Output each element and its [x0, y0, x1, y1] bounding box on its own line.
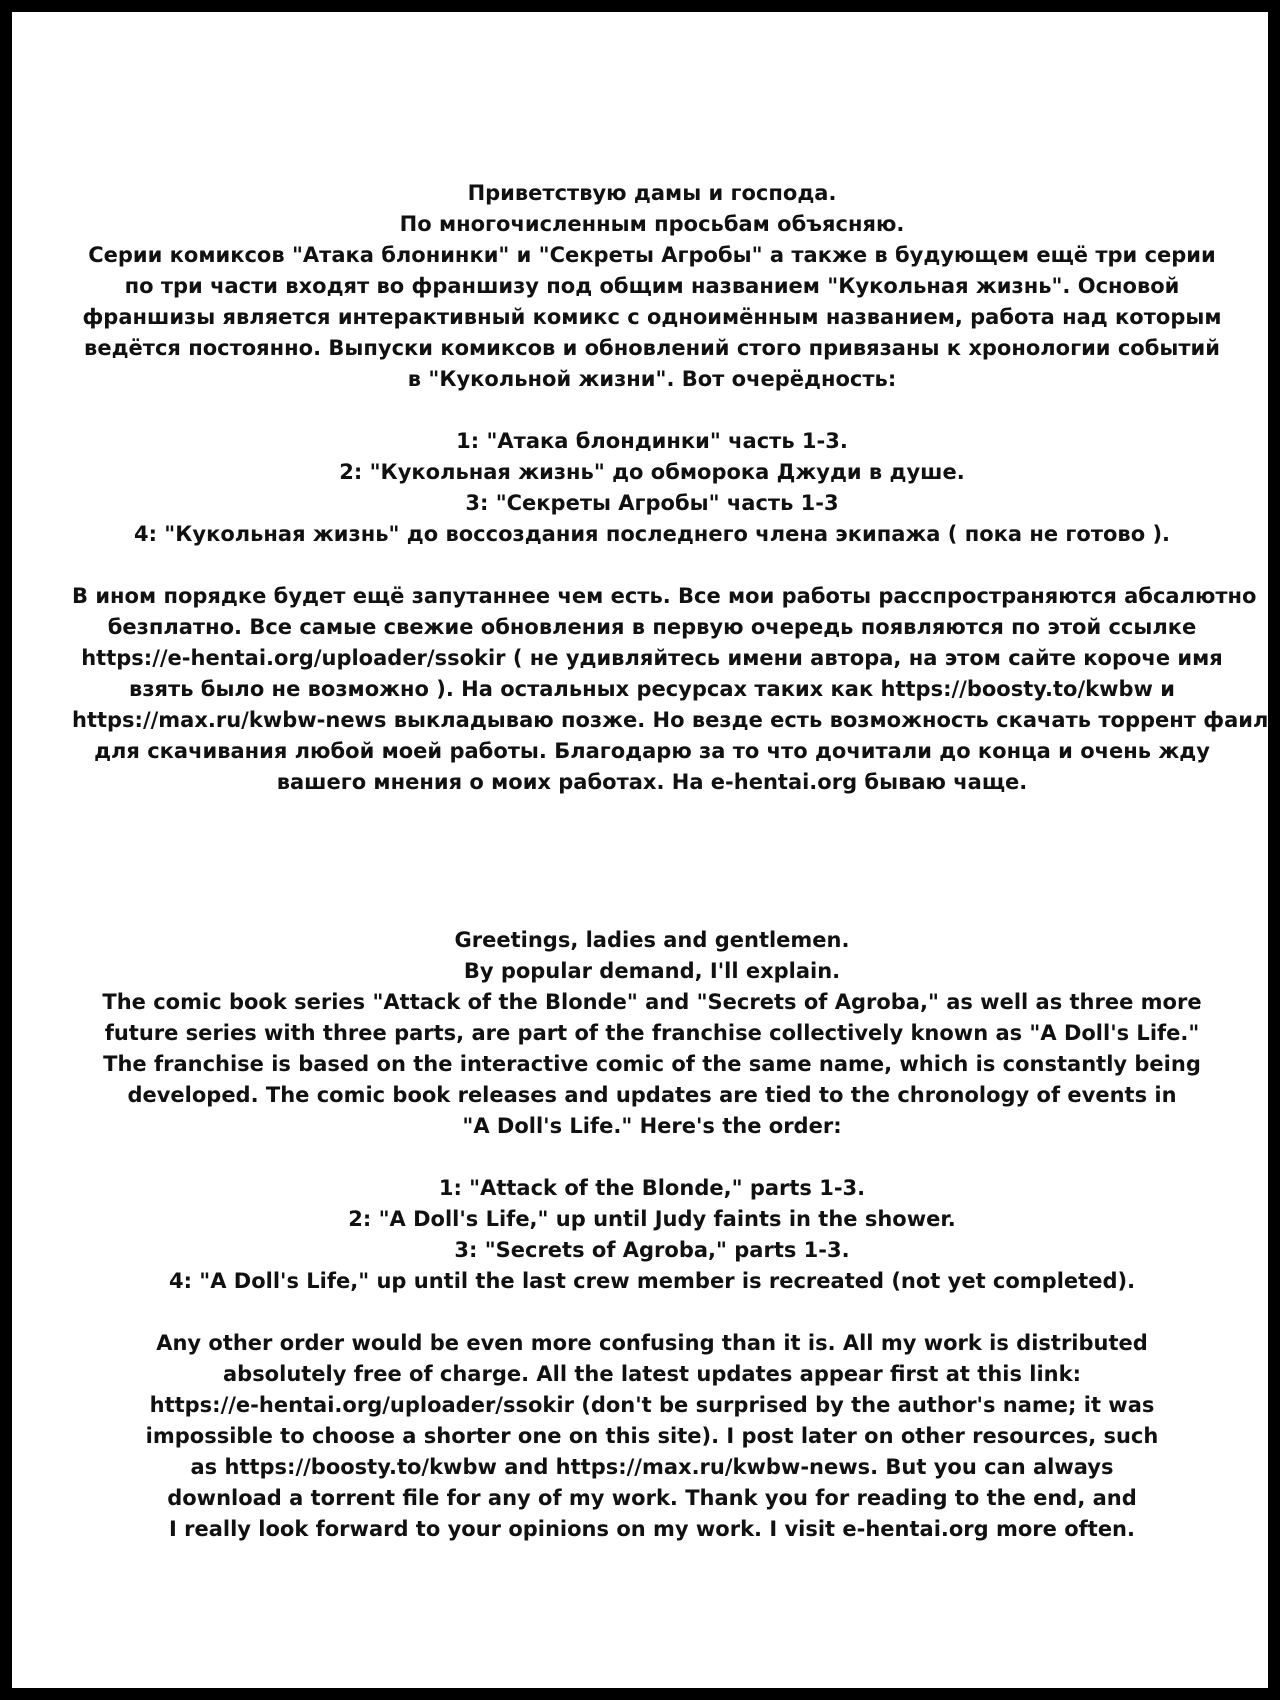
ru-paragraph-line: Серии комиксов "Атака блонинки" и "Секреты Агробы" а также в будующем ещё три серии	[88, 243, 1216, 267]
en-paragraph-line: "A Doll's Life." Here's the order:	[462, 1114, 842, 1138]
ru-explain-line: По многочисленным просьбам объясняю.	[399, 212, 905, 236]
ru-greeting-line: Приветствую дамы и господа.	[467, 181, 837, 205]
ru-closing-line: для скачивания любой моей работы. Благодарю за то что дочитали до конца и очень жду	[94, 739, 1210, 763]
ru-paragraph-line: в "Кукольной жизни". Вот очерёдность:	[407, 367, 897, 391]
ru-order-item-4: 4: "Кукольная жизнь" до воссоздания последнего члена экипажа ( пока не готово ).	[133, 522, 1171, 546]
en-paragraph-line: future series with three parts, are part of the franchise collectively known as "A Doll's Life."	[104, 1021, 1200, 1045]
ru-paragraph-line: по три части входят во франшизу под общим названием "Кукольная жизнь". Основой	[124, 274, 1180, 298]
ru-order-item-3: 3: "Секреты Агробы" часть 1-3	[465, 491, 839, 515]
ru-order-item-2: 2: "Кукольная жизнь" до обморока Джуди в душе.	[339, 460, 965, 484]
en-paragraph-line: The franchise is based on the interactive comic of the same name, which is constantly being	[103, 1052, 1201, 1076]
en-order-item-2: 2: "A Doll's Life," up until Judy faints in the shower.	[348, 1207, 956, 1231]
en-order-item-4: 4: "A Doll's Life," up until the last crew member is recreated (not yet completed).	[168, 1269, 1136, 1293]
ru-closing-line: https://e-hentai.org/uploader/ssokir ( не удивляйтесь имени автора, на этом сайте короче имя	[81, 646, 1223, 670]
ru-paragraph-line: франшизы является интерактивный комикс с одноимённым названием, работа над которым	[82, 305, 1222, 329]
en-paragraph-line: The comic book series "Attack of the Blonde" and "Secrets of Agroba," as well as three more	[102, 990, 1202, 1014]
russian-notice	[72, 178, 1269, 798]
en-closing-line: download a torrent file for any of my work. Thank you for reading to the end, and	[167, 1486, 1137, 1510]
en-closing-line: impossible to choose a shorter one on this site). I post later on other resources, such	[145, 1424, 1159, 1448]
ru-closing-line: безплатно. Все самые свежие обновления в первую очередь появляются по этой ссылке	[107, 615, 1197, 639]
en-order-item-3: 3: "Secrets of Agroba," parts 1-3.	[454, 1238, 850, 1262]
en-closing-line: as https://boosty.to/kwbw and https://max.ru/kwbw-news. But you can always	[190, 1455, 1114, 1479]
en-spacer	[72, 1297, 1232, 1328]
ru-closing-line: взять было не возможно ). На остальных ресурсах таких как https://boosty.to/kwbw и	[129, 677, 1175, 701]
en-order-item-1: 1: "Attack of the Blonde," parts 1-3.	[438, 1176, 866, 1200]
en-explain-line: By popular demand, I'll explain.	[463, 959, 841, 983]
en-closing-line: Any other order would be even more confusing than it is. All my work is distributed	[156, 1331, 1148, 1355]
en-closing-line: I really look forward to your opinions on my work. I visit e-hentai.org more often.	[169, 1517, 1135, 1541]
en-greeting-line: Greetings, ladies and gentlemen.	[454, 928, 850, 952]
en-closing-line: absolutely free of charge. All the latest updates appear first at this link:	[222, 1362, 1081, 1386]
ru-spacer	[72, 395, 1232, 426]
english-notice	[72, 925, 1232, 1545]
ru-spacer	[72, 550, 1232, 581]
ru-paragraph-line: ведётся постоянно. Выпуски комиксов и обновлений стого привязаны к хронологии событий	[84, 336, 1220, 360]
en-paragraph-line: developed. The comic book releases and updates are tied to the chronology of events in	[127, 1083, 1177, 1107]
ru-closing-line: вашего мнения о моих работах. На e-hentai.org бываю чаще.	[276, 770, 1028, 794]
ru-closing-line: https://max.ru/kwbw-news выкладываю позже. Но везде есть возможность скачать торрент фаил	[72, 708, 1269, 732]
en-spacer	[72, 1142, 1232, 1173]
ru-closing-line: В ином порядке будет ещё запутаннее чем есть. Все мои работы расспространяются абсалютно	[72, 584, 1257, 608]
en-closing-line: https://e-hentai.org/uploader/ssokir (don't be surprised by the author's name; it was	[149, 1393, 1155, 1417]
ru-order-item-1: 1: "Атака блондинки" часть 1-3.	[456, 429, 848, 453]
